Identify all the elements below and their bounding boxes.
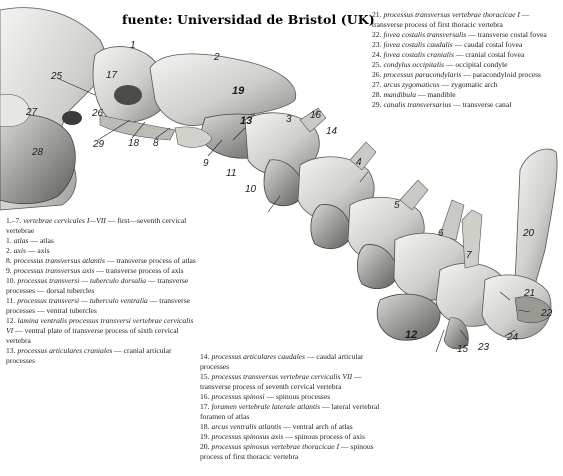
label-28: 28 — [32, 147, 44, 158]
legend-item-separator: — — [466, 30, 478, 39]
legend-item-separator: — — [112, 346, 124, 355]
label-12: 12 — [405, 329, 418, 341]
legend-item-latin: atlas — [13, 236, 29, 245]
legend-item-number: 21. — [372, 10, 382, 19]
foramen-magnum-shadow — [62, 111, 82, 125]
legend-item-number: 1. — [6, 236, 12, 245]
legend-item-separator: — — [147, 296, 160, 305]
legend-item-number: 19. — [200, 432, 210, 441]
legend-item-latin: arcus ventralis atlantis — [211, 422, 282, 431]
legend-item-separator: — — [146, 276, 158, 285]
label-9: 9 — [203, 158, 209, 169]
legend-item-separator: — — [416, 90, 428, 99]
label-23: 23 — [478, 342, 490, 353]
legend-item-separator: — — [28, 236, 40, 245]
legend-item-number: 12. — [6, 316, 16, 325]
legend-bottom — [200, 352, 385, 462]
legend-item-separator: — — [264, 392, 276, 401]
label-15: 15 — [457, 344, 469, 355]
label-29: 29 — [93, 139, 105, 150]
legend-item-latin: processus transversus atlantis — [13, 256, 105, 265]
legend-item-separator: — — [352, 372, 362, 381]
legend-item-separator: — — [13, 326, 25, 335]
label-17: 17 — [106, 70, 118, 81]
legend-item-description: cranial articular processes — [6, 346, 172, 365]
legend-item-description: spinous process of axis — [294, 432, 366, 441]
legend-right — [372, 10, 560, 110]
legend-item-number: 27. — [372, 80, 382, 89]
legend-item-latin: processus transversus axis — [13, 266, 95, 275]
t1-spinous-process — [515, 149, 557, 285]
legend-item-description: transverse costal fovea — [477, 30, 547, 39]
label-22: 22 — [541, 308, 553, 319]
legend-item-description: mandible — [427, 90, 456, 99]
legend-item-description: paracondyloid process — [472, 70, 541, 79]
legend-item-description: transverse process of axis — [105, 266, 184, 275]
label-19: 19 — [232, 85, 245, 97]
legend-item-description: transverse processes — ventral tubercles — [6, 296, 191, 315]
legend-item-number: 28. — [372, 90, 382, 99]
legend-item-description: spinous process of first thoracic vertebra — [200, 442, 374, 461]
legend-item-separator: — — [451, 100, 463, 109]
legend-item-separator: — — [105, 216, 118, 225]
label-4: 4 — [356, 157, 362, 168]
legend-item-separator: — — [281, 422, 293, 431]
legend-item-separator: — — [94, 266, 106, 275]
legend-item — [200, 392, 385, 402]
legend-item-latin: vertebrae cervicales I—VII — [23, 216, 106, 225]
legend-item — [6, 316, 196, 346]
label-6: 6 — [438, 228, 444, 239]
legend-item-description: axis — [37, 246, 50, 255]
legend-item — [6, 246, 196, 256]
legend-item-number: 25. — [372, 60, 382, 69]
label-14: 14 — [326, 126, 338, 137]
legend-item-description: ventral arch of atlas — [292, 422, 353, 431]
label-16: 16 — [310, 110, 322, 121]
label-1: 1 — [130, 40, 136, 51]
legend-item-latin: axis — [13, 246, 26, 255]
legend-item — [372, 90, 560, 100]
label-2: 2 — [214, 52, 220, 63]
legend-item-number: 10. — [6, 276, 16, 285]
legend-item-number: 9. — [6, 266, 12, 275]
legend-item-latin: processus transversi — tuberculo ventralia — [17, 296, 148, 305]
skull — [0, 8, 105, 210]
legend-item-latin: processus paracondylaris — [383, 70, 462, 79]
legend-left — [6, 216, 196, 366]
legend-item-number: 2. — [6, 246, 12, 255]
legend-item-number: 26. — [372, 70, 382, 79]
legend-item — [372, 30, 560, 40]
legend-item — [372, 60, 560, 70]
legend-item-number: 22. — [372, 30, 382, 39]
label-24: 24 — [507, 332, 519, 343]
legend-item — [6, 236, 196, 246]
legend-item-number: 17. — [200, 402, 210, 411]
legend-item-number: 1.–7. — [6, 216, 22, 225]
legend-item — [200, 352, 385, 372]
legend-item-description: first—seventh cervical vertebrae — [6, 216, 187, 235]
legend-item-latin: lamina ventralis processus transversi vertebrae cervicalis VI — [6, 316, 194, 335]
legend-item-separator: — — [320, 402, 332, 411]
legend-item-separator: — — [283, 432, 295, 441]
legend-item — [372, 40, 560, 50]
legend-item-description: transverse process of seventh cervical vertebra — [200, 382, 342, 391]
legend-item-description: transverse processes — dorsal tubercles — [6, 276, 189, 295]
legend-item-latin: processus transversus vertebrae cervicalis VII — [211, 372, 353, 381]
legend-item-separator: — — [519, 10, 530, 19]
legend-item-latin: processus transversus vertebrae thoracicae I — [383, 10, 520, 19]
legend-item-latin: fovea costalis caudalis — [383, 40, 453, 49]
label-20: 20 — [523, 228, 535, 239]
legend-item-description: lateral vertebral foramen of atlas — [200, 402, 380, 421]
legend-item-number: 13. — [6, 346, 16, 355]
label-27: 27 — [26, 107, 38, 118]
legend-item-latin: processus spinosus axis — [211, 432, 284, 441]
legend-item-latin: foramen vertebrale laterale atlantis — [211, 402, 321, 411]
legend-item-number: 24. — [372, 50, 382, 59]
label-3: 3 — [286, 114, 292, 125]
legend-item-number: 14. — [200, 352, 210, 361]
legend-item-description: zygomatic arch — [450, 80, 498, 89]
legend-item — [372, 100, 560, 110]
legend-item — [200, 422, 385, 432]
legend-item-separator: — — [305, 352, 317, 361]
legend-item-latin: processus spinosus vertebrae thoracicae I — [211, 442, 340, 451]
legend-item-description: occipital condyle — [455, 60, 508, 69]
legend-item-separator: — — [25, 246, 38, 255]
legend-item-latin: canalis transversarius — [383, 100, 452, 109]
legend-item — [6, 276, 196, 296]
legend-item-number: 8. — [6, 256, 12, 265]
legend-item-description: caudal articular processes — [200, 352, 364, 371]
legend-item — [200, 442, 385, 462]
legend-item-number: 16. — [200, 392, 210, 401]
label-10: 10 — [245, 184, 257, 195]
legend-item-number: 18. — [200, 422, 210, 431]
legend-item-description: spinous processes — [275, 392, 331, 401]
legend-item-number: 15. — [200, 372, 210, 381]
label-21: 21 — [524, 288, 536, 299]
legend-item — [6, 296, 196, 316]
label-25: 25 — [51, 71, 63, 82]
legend-item — [372, 10, 560, 30]
label-7: 7 — [466, 250, 472, 261]
legend-item-latin: condylus occipitalis — [383, 60, 445, 69]
label-18: 18 — [128, 138, 140, 149]
legend-item-description: caudal costal fovea — [464, 40, 523, 49]
legend-item-latin: processus transversi — tuberculo dorsalia — [17, 276, 147, 285]
legend-item-description: transverse process of first thoracic vertebra — [372, 20, 503, 29]
label-5: 5 — [394, 200, 400, 211]
legend-item-description: transverse canal — [462, 100, 512, 109]
label-13: 13 — [240, 115, 253, 127]
legend-item — [6, 346, 196, 366]
legend-item — [6, 256, 196, 266]
legend-item — [372, 80, 560, 90]
legend-item — [6, 216, 196, 236]
label-11: 11 — [226, 168, 237, 179]
legend-item — [372, 70, 560, 80]
label-26: 26 — [92, 108, 104, 119]
legend-item — [6, 266, 196, 276]
legend-item-separator: — — [453, 50, 466, 59]
legend-item-description: atlas — [39, 236, 54, 245]
legend-item-latin: processus articulares caudales — [211, 352, 306, 361]
legend-item-latin: mandibula — [383, 90, 416, 99]
legend-item-separator: — — [104, 256, 117, 265]
label-8: 8 — [153, 138, 159, 149]
legend-item-description: ventral plate of transverse process of sixth cervical vertebra — [6, 326, 179, 345]
legend-item-number: 20. — [200, 442, 210, 451]
legend-item-separator: — — [339, 442, 351, 451]
legend-item — [200, 432, 385, 442]
legend-item-description: cranial costal fovea — [465, 50, 525, 59]
legend-item-latin: arcus zygomaticus — [383, 80, 440, 89]
legend-item-separator: — — [444, 60, 456, 69]
legend-item-latin: fovea costalis cranialis — [383, 50, 454, 59]
legend-item — [200, 372, 385, 392]
legend-item — [200, 402, 385, 422]
legend-item — [372, 50, 560, 60]
legend-item-separator: — — [461, 70, 473, 79]
legend-item-description: transverse process of atlas — [116, 256, 196, 265]
source-title: fuente: Universidad de Bristol (UK) — [122, 12, 375, 27]
legend-item-number: 23. — [372, 40, 382, 49]
legend-item-latin: processus articulares craniales — [17, 346, 113, 355]
legend-item-latin: fovea costalis transversalis — [383, 30, 467, 39]
legend-item-separator: — — [452, 40, 465, 49]
legend-item-number: 11. — [6, 296, 16, 305]
legend-item-latin: processus spinosi — [211, 392, 265, 401]
legend-item-separator: — — [439, 80, 451, 89]
legend-item-number: 29. — [372, 100, 382, 109]
